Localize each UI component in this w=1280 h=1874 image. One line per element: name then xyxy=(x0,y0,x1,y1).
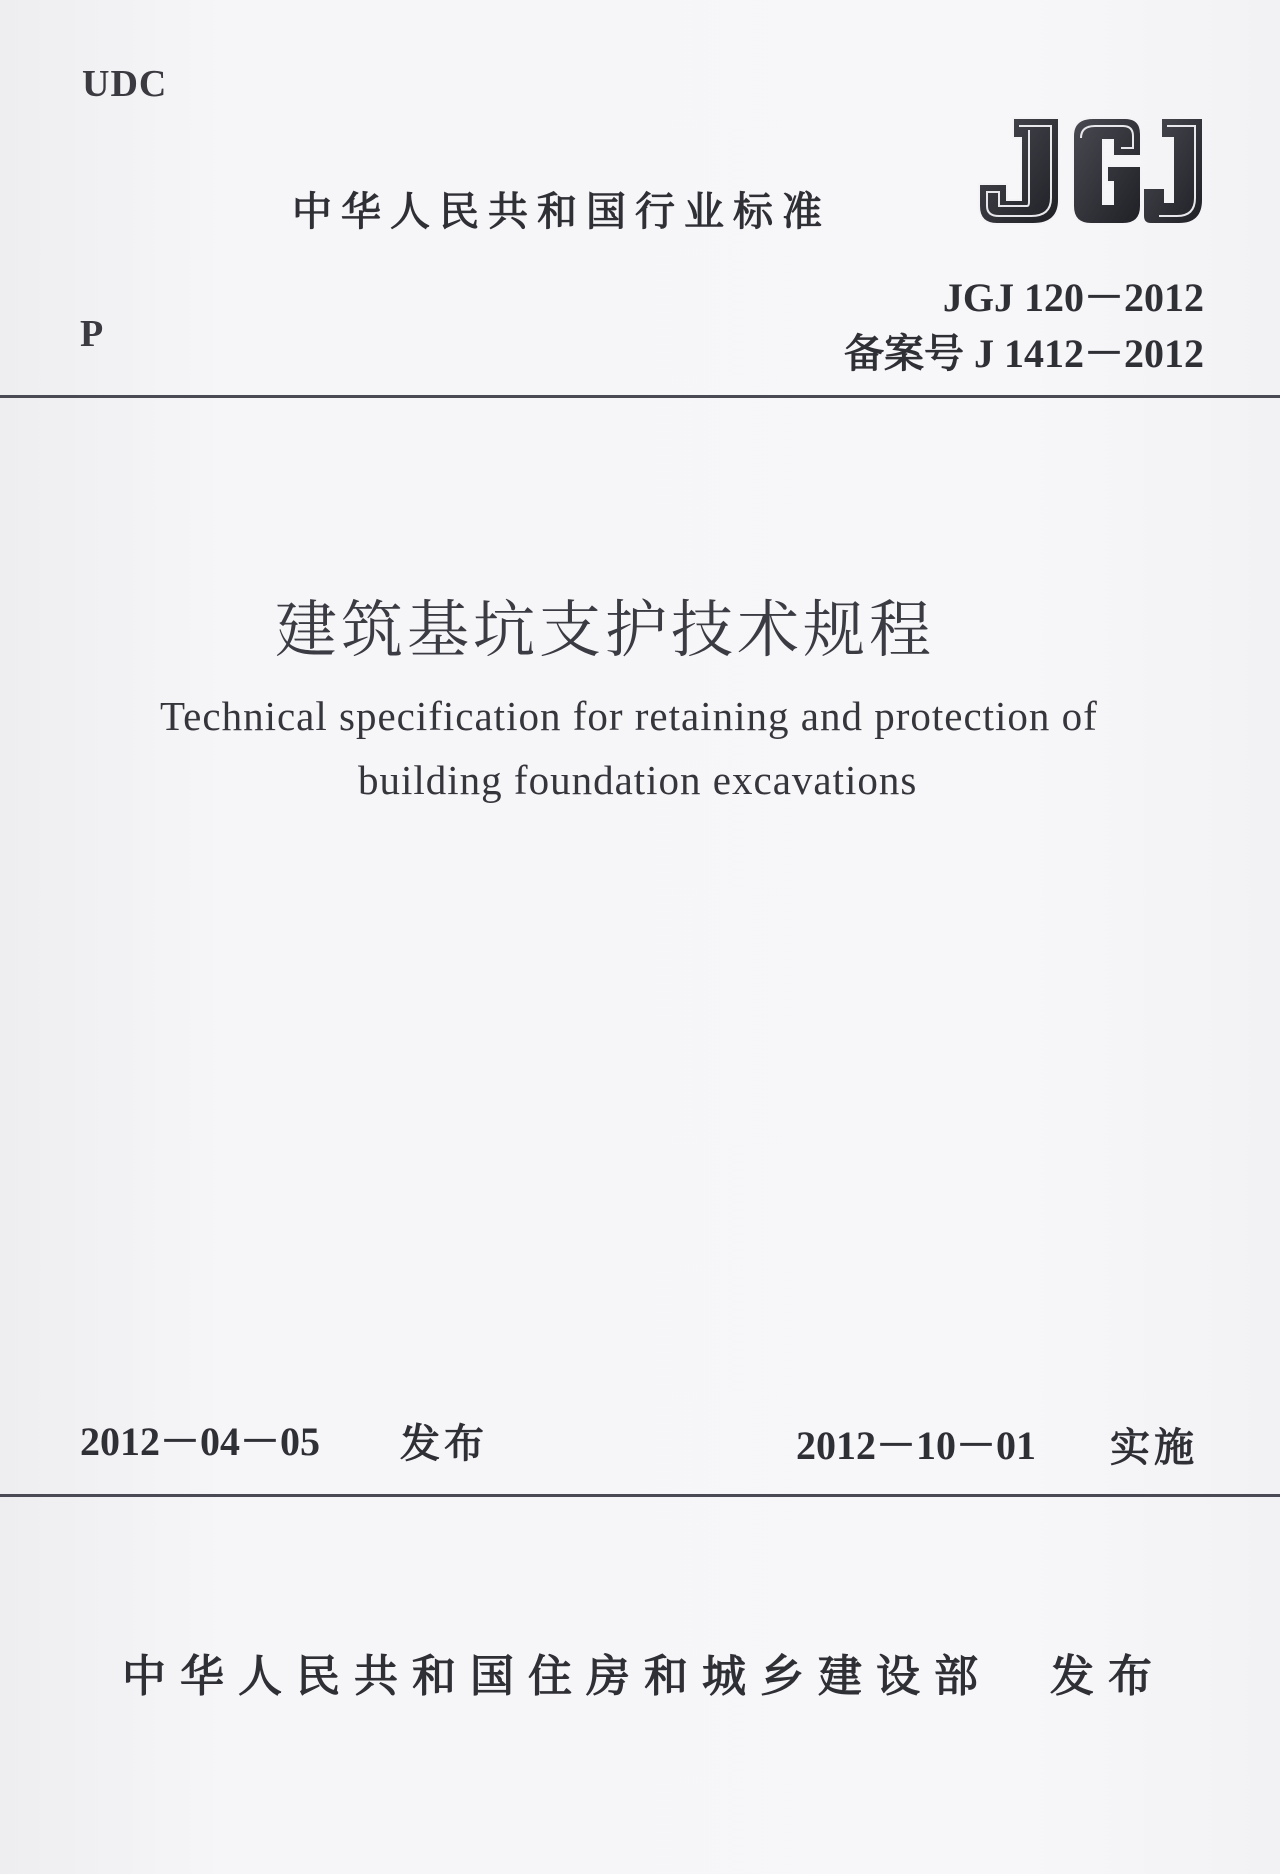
document-title-chinese xyxy=(0,580,1280,669)
effective-date: 2012－10－01 xyxy=(796,1423,1036,1468)
record-number: 备案号 J 1412－2012 xyxy=(844,331,1204,376)
udc-label: UDC xyxy=(82,63,168,105)
issue-date: 2012－04－05 xyxy=(80,1419,320,1464)
category-label: P xyxy=(80,313,104,355)
document-title-english-line1: Technical specification for retaining and protection of xyxy=(160,693,1098,739)
document-title-chinese-text: 建筑基坑支护技术规程 xyxy=(274,593,935,666)
effective-label: 实施 xyxy=(1110,1425,1198,1471)
top-divider xyxy=(0,395,1280,398)
issue-label: 发布 xyxy=(400,1421,488,1467)
jgj-logo xyxy=(975,112,1207,234)
issuing-authority-label: 发布 xyxy=(1050,1651,1166,1702)
bottom-divider xyxy=(0,1494,1280,1497)
document-title-english-line2: building foundation excavations xyxy=(358,757,918,803)
standard-code: JGJ 120－2012 xyxy=(942,275,1204,320)
industry-standard-heading: 中华人民共和国行业标准 xyxy=(292,189,831,235)
issuing-authority: 中华人民共和国住房和城乡建设部 xyxy=(122,1651,992,1702)
